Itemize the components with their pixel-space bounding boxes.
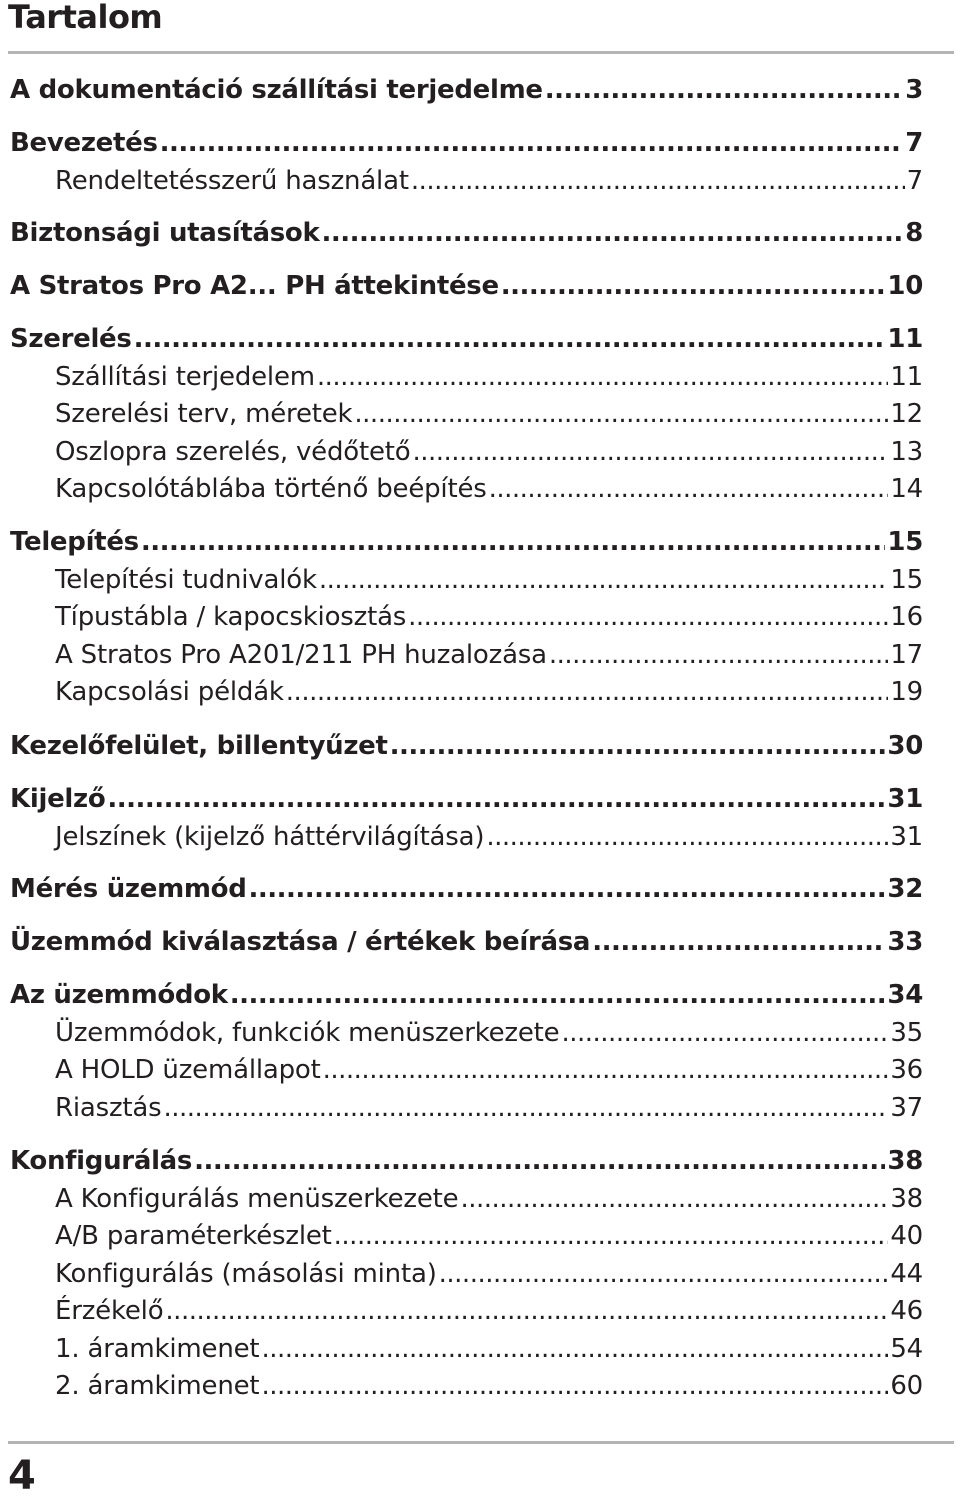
toc-entry-page: 37	[890, 1093, 923, 1123]
dot-leader	[261, 1332, 888, 1366]
toc-entry-page: 11	[890, 362, 923, 392]
toc-entry-page: 40	[890, 1221, 923, 1251]
toc-entry-label: Kezelőfelület, billentyűzet	[10, 731, 388, 761]
toc-entry-label: Oszlopra szerelés, védőtető	[55, 437, 411, 467]
dot-leader	[489, 472, 889, 506]
toc-entry-label: A dokumentáció szállítási terjedelme	[10, 75, 543, 105]
toc-entry-label: Kapcsolótáblába történő beépítés	[55, 474, 487, 504]
toc-entry-page: 15	[887, 527, 923, 557]
toc-section-entry[interactable]	[55, 1091, 923, 1125]
toc-section-entry[interactable]	[55, 472, 923, 506]
toc-chapter-entry[interactable]	[10, 322, 923, 356]
dot-leader	[390, 729, 886, 763]
toc-section-entry[interactable]	[55, 1219, 923, 1253]
toc-entry-label: Típustábla / kapocskiosztás	[55, 602, 407, 632]
toc-section-entry[interactable]	[55, 1016, 923, 1050]
toc-chapter-entry[interactable]	[10, 126, 923, 160]
dot-leader	[408, 600, 888, 634]
dot-leader	[230, 978, 886, 1012]
toc-entry-page: 54	[890, 1334, 923, 1364]
toc-entry-label: Jelszínek (kijelző háttérvilágítása)	[55, 822, 485, 852]
toc-entry-page: 3	[905, 75, 923, 105]
dot-leader	[323, 1053, 889, 1087]
toc-entry-page: 15	[890, 565, 923, 595]
dot-leader	[286, 675, 889, 709]
toc-entry-page: 31	[890, 822, 923, 852]
toc-entry-page: 34	[887, 980, 923, 1010]
toc-entry-label: A Konfigurálás menüszerkezete	[55, 1184, 459, 1214]
toc-entry-page: 35	[890, 1018, 923, 1048]
toc-entry-label: Rendeltetésszerű használat	[55, 166, 409, 196]
toc-section-entry[interactable]	[55, 164, 923, 198]
toc-entry-page: 19	[890, 677, 923, 707]
toc-section-entry[interactable]	[55, 638, 923, 672]
toc-section-entry[interactable]	[55, 1332, 923, 1366]
dot-leader	[321, 216, 903, 250]
toc-entry-label: Szerelési terv, méretek	[55, 399, 353, 429]
dot-leader	[439, 1257, 889, 1291]
toc-chapter-entry[interactable]	[10, 729, 923, 763]
toc-entry-page: 32	[887, 874, 923, 904]
dot-leader	[354, 397, 888, 431]
page-title: Tartalom	[8, 0, 163, 36]
toc-section-entry[interactable]	[55, 1257, 923, 1291]
toc-entry-page: 14	[890, 474, 923, 504]
dot-leader	[334, 1219, 889, 1253]
toc-entry-label: Szállítási terjedelem	[55, 362, 315, 392]
dot-leader	[249, 872, 886, 906]
toc-entry-label: Kijelző	[10, 784, 106, 814]
dot-leader	[165, 1294, 888, 1328]
dot-leader	[107, 782, 885, 816]
toc-entry-page: 12	[890, 399, 923, 429]
toc-entry-page: 13	[890, 437, 923, 467]
toc-entry-label: Üzemmód kiválasztása / értékek beírása	[10, 927, 591, 957]
toc-section-entry[interactable]	[55, 435, 923, 469]
toc-chapter-entry[interactable]	[10, 269, 923, 303]
dot-leader	[486, 820, 888, 854]
toc-chapter-entry[interactable]	[10, 1144, 923, 1178]
toc-section-entry[interactable]	[55, 1369, 923, 1403]
toc-entry-label: Riasztás	[55, 1093, 162, 1123]
toc-entry-label: Biztonsági utasítások	[10, 218, 320, 248]
toc-chapter-entry[interactable]	[10, 925, 923, 959]
toc-entry-label: 2. áramkimenet	[55, 1371, 260, 1401]
toc-entry-label: Mérés üzemmód	[10, 874, 247, 904]
dot-leader	[319, 563, 888, 597]
page-number: 4	[8, 1453, 36, 1499]
toc-entry-label: 1. áramkimenet	[55, 1334, 260, 1364]
toc-chapter-entry[interactable]	[10, 216, 923, 250]
toc-entry-page: 46	[890, 1296, 923, 1326]
toc-entry-page: 17	[890, 640, 923, 670]
toc-entry-page: 38	[890, 1184, 923, 1214]
dot-leader	[134, 322, 886, 356]
toc-entry-page: 16	[890, 602, 923, 632]
toc-entry-label: A/B paraméterkészlet	[55, 1221, 332, 1251]
toc-section-entry[interactable]	[55, 820, 923, 854]
toc-entry-page: 44	[890, 1259, 923, 1289]
dot-leader	[164, 1091, 889, 1125]
toc-entry-page: 33	[887, 927, 923, 957]
toc-entry-label: Konfigurálás	[10, 1146, 193, 1176]
dot-leader	[501, 269, 886, 303]
dot-leader	[160, 126, 904, 160]
dot-leader	[411, 164, 905, 198]
toc-section-entry[interactable]	[55, 1053, 923, 1087]
toc-entry-label: A Stratos Pro A2... PH áttekintése	[10, 271, 499, 301]
dot-leader	[412, 435, 888, 469]
dot-leader	[561, 1016, 888, 1050]
toc-entry-page: 60	[890, 1371, 923, 1401]
toc-entry-page: 30	[887, 731, 923, 761]
toc-entry-label: A Stratos Pro A201/211 PH huzalozása	[55, 640, 547, 670]
toc-entry-page: 31	[887, 784, 923, 814]
toc-entry-page: 38	[887, 1146, 923, 1176]
toc-entry-page: 10	[887, 271, 923, 301]
toc-entry-label: Kapcsolási példák	[55, 677, 284, 707]
toc-entry-page: 8	[905, 218, 923, 248]
dot-leader	[592, 925, 885, 959]
toc-chapter-entry[interactable]	[10, 525, 923, 559]
toc-section-entry[interactable]	[55, 600, 923, 634]
dot-leader	[460, 1182, 888, 1216]
toc-entry-page: 36	[890, 1055, 923, 1085]
toc-section-entry[interactable]	[55, 397, 923, 431]
toc-entry-label: Bevezetés	[10, 128, 158, 158]
footer-divider	[8, 1441, 954, 1444]
toc-entry-label: A HOLD üzemállapot	[55, 1055, 321, 1085]
toc-entry-page: 11	[887, 324, 923, 354]
dot-leader	[545, 73, 903, 107]
dot-leader	[194, 1144, 885, 1178]
toc-section-entry[interactable]	[55, 1294, 923, 1328]
toc-entry-page: 7	[905, 128, 923, 158]
toc-chapter-entry[interactable]	[10, 73, 923, 107]
dot-leader	[261, 1369, 888, 1403]
dot-leader	[549, 638, 888, 672]
toc-section-entry[interactable]	[55, 1182, 923, 1216]
toc-section-entry[interactable]	[55, 563, 923, 597]
dot-leader	[317, 360, 888, 394]
toc-entry-label: Telepítés	[10, 527, 139, 557]
toc-chapter-entry[interactable]	[10, 782, 923, 816]
toc-entry-label: Az üzemmódok	[10, 980, 228, 1010]
toc-chapter-entry[interactable]	[10, 872, 923, 906]
toc-section-entry[interactable]	[55, 675, 923, 709]
toc-entry-label: Érzékelő	[55, 1296, 164, 1326]
toc-section-entry[interactable]	[55, 360, 923, 394]
toc-entry-label: Telepítési tudnivalók	[55, 565, 317, 595]
toc-chapter-entry[interactable]	[10, 978, 923, 1012]
toc-entry-label: Üzemmódok, funkciók menüszerkezete	[55, 1018, 560, 1048]
toc-entry-label: Szerelés	[10, 324, 132, 354]
toc-entry-label: Konfigurálás (másolási minta)	[55, 1259, 437, 1289]
dot-leader	[141, 525, 886, 559]
toc-entry-page: 7	[906, 166, 923, 196]
